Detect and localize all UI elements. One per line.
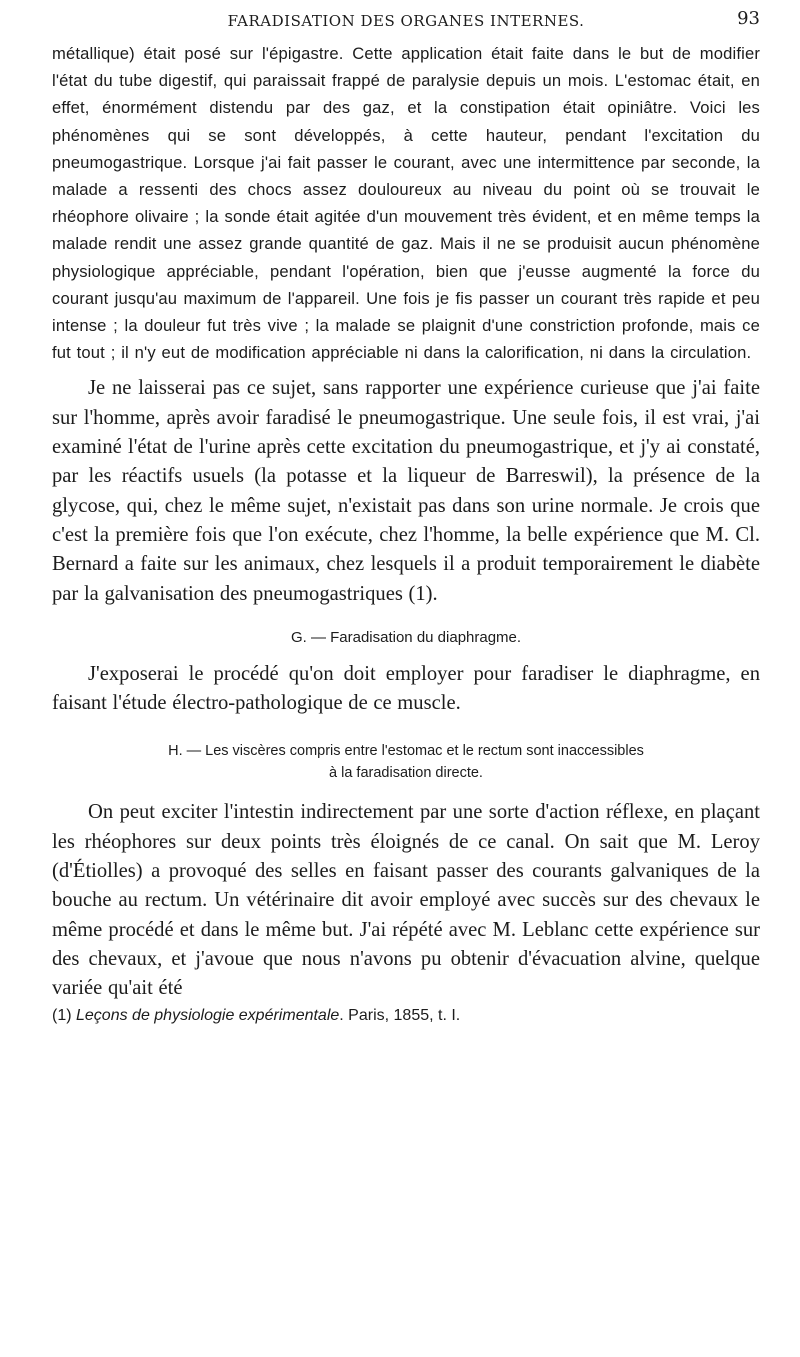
footnote-marker: (1) — [52, 1007, 76, 1025]
running-title: FARADISATION DES ORGANES INTERNES. — [227, 12, 585, 30]
paragraph-stomach-experiment: métallique) était posé sur l'épigastre. Cette application était faite dans le but de modifier l'état du tube digestif, qui paraissait frappé de paralysie depuis un mois. L'estomac était, en effet, énormément distendu par des gaz, et la constipation était opiniâtre. Voici les phénomènes qui se sont développés, à cette hauteur, pendant l'excitation du pneumogastrique. Lorsque j'ai fait passer le courant, avec une intermittence par seconde, la malade a ressenti des chocs assez douloureux au niveau du point où se trouvait le rhéophore olivaire ; la sonde était agitée d'un mouvement très évident, et en même temps la malade rendit une assez grande quantité de gaz. Mais il ne se produisit aucun phénomène physiologique appréciable, pendant l'opération, bien que j'eusse augmenté la force du courant jusqu'au maximum de l'appareil. Une fois je fis passer un courant très rapide et peu intense ; la douleur fut très vive ; la malade se plaignit d'une constriction profonde, mais ce fut tout ; il n'y eut de modification appréciable ni dans la calorification, ni dans la circulation. — [52, 44, 760, 363]
section-heading-diaphragm: G. — Faradisation du diaphragme. — [290, 628, 522, 646]
footnote-title: Leçons de physiologie expérimentale — [76, 1007, 340, 1025]
page-header — [52, 6, 760, 40]
paragraph-glycose-experiment: Je ne laisserai pas ce sujet, sans rapporter une expérience curieuse que j'ai faite sur l'homme, après avoir faradisé le pneumogastrique. Une seule fois, il est vrai, j'ai examiné l'état de l'urine après cette excitation du pneumogastrique, et j'y ai constaté, par les réactifs usuels (la potasse et la liqueur de Barreswil), la présence de la glycose, qui, chez le même sujet, n'existait pas dans son urine normale. Je crois que c'est la première fois que l'on exécute, chez l'homme, la belle expérience que M. Cl. Bernard a faite sur les animaux, chez lesquels il a produit temporairement le diabète par la galvanisation des pneumogastriques (1). — [52, 377, 760, 605]
book-page — [52, 6, 760, 1025]
paragraph-intestine: On peut exciter l'intestin indirectement par une sorte d'action réflexe, en plaçant les rhéophores sur deux points très éloignés de ce canal. On sait que M. Leroy (d'Étiolles) a provoqué des selles en faisant passer des courants galvaniques de la bouche au rectum. Un vétérinaire dit avoir employé avec succès sur des chevaux le même procédé et dans le même but. J'ai répété avec M. Leblanc cette expérience sur des chevaux, et j'avoue que nous n'avons pu obtenir d'évacuation alvine, quelque variée qu'ait été — [52, 801, 760, 1000]
section-heading-viscera — [52, 740, 760, 784]
section-heading-viscera-line1: H. — Les viscères compris entre l'estomac et le rectum sont inaccessibles — [168, 743, 644, 760]
page-number: 93 — [737, 8, 760, 29]
footnote — [52, 1007, 760, 1025]
paragraph-diaphragm: J'exposerai le procédé qu'on doit employer pour faradiser le diaphragme, en faisant l'étude électro-pathologique de ce muscle. — [52, 662, 760, 715]
section-heading-viscera-line2: à la faradisation directe. — [329, 765, 483, 782]
footnote-citation: . Paris, 1855, t. I. — [339, 1007, 461, 1025]
